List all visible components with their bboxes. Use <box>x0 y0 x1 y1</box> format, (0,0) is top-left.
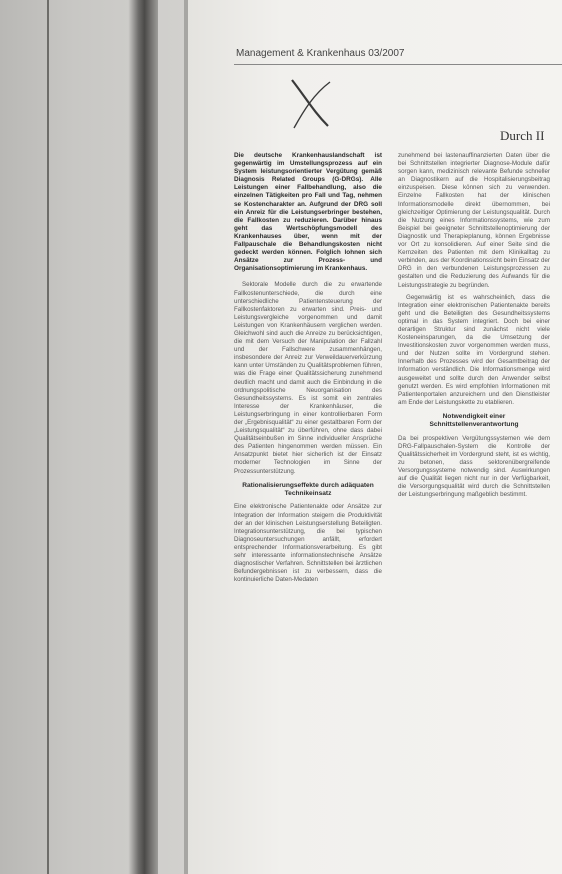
abstract: Die deutsche Krankenhauslandschaft ist gegenwärtig im Umstellungsprozess auf ein System leistungsorientierter Vergütung gemäß Diagnosis Related Groups (G-DRGs). Alle Leistungen einer Fallbehandlung, also die einzelnen Tätigkeiten pro Fall und Tag, nehmen se Kostencharakter an. Aufgrund der DRG soll ein Anreiz für die Leistungserbringer bestehen, die Fallkosten zu reduzieren. Darüber hinaus geht das Wertschöpfungsmodell des Krankenhauses über, wenn mit der Fallpauschale die Behandlungskosten nicht gedeckt werden können. Folglich lohnen sich Ansätze zur Prozess- und Organisationsoptimierung im Krankenhaus. <box>234 152 382 273</box>
paragraph: Eine elektronische Patientenakte oder Ansätze zur Integration der Information steigern die Produktivität der an der klinischen Leistungserstellung Beteiligten. Integrationsunterstützung, die bei typischen Diagnoseuntersuchungen anfällt, erfordert entsprechender Informationsverarbeitung. Es gibt sehr interessante informationstechnische Ansätze diagnostischer Verfahren. Schnittstellen bei ärztlichen Befundergebnissen ist zu verbessern, dass die kontinuierliche Daten-Medaten <box>234 503 382 584</box>
header-rule <box>234 64 562 65</box>
subheading: Notwendigkeit einer Schnittstellenverantwortung <box>429 412 519 429</box>
running-header: Management & Krankenhaus 03/2007 <box>236 48 405 59</box>
paragraph: Gegenwärtig ist es wahrscheinlich, dass die Integration einer elektronischen Patientenakte bereits geht und die Beteiligten des Gesundheitssystems optimal in das System integriert. Doch bei einer derartigen Struktur sind zunächst nicht viele Kosteneinsparungen, da die Umsetzung der Investitionskosten zuvor vorgenommen werden muss, und der Nutzen sollte im Vordergrund stehen. Innerhalb des Prozesses wird der Gesamtbeitrag der Information verständlich. Die Informationsmenge wird ausgeweitet und sollte durch den Anwender selbst genutzt werden. Es wird empfohlen Informationen mit Patientenportalen anzureichern und den Dienstleister am Ende der Leistungskette zu etablieren. <box>398 293 550 406</box>
section-title: Durch II <box>500 128 545 143</box>
scan-gutter-line <box>47 0 49 874</box>
paragraph: Sektorale Modelle durch die zu erwartende Fallkostenunterschiede, die durch eine unterschiedliche Patientensteuerung der Fallkostenfaktoren zu erwarten sind. Preis- und Leistungsvergleiche vorgenommen und damit Leistungen von Krankenhäusern verglichen werden. Gleichwohl sind auch die Anreize zu berücksichtigen, die mit dem Versuch der Manipulation der Fallzahl und der Fallschwere zusammenhängen, insbesondere der Anreiz zur Verweildauerverkürzung kann unter Umständen zu Qualitätsproblemen führen, was die Frage einer Qualitätssicherung zunehmend deutlich macht und damit auch die Einbindung in die ordnungspolitische Neuorganisation des Gesundheitssystems. Es ist somit ein zentrales Interesse der Krankenhäuser, die Leistungserbringung in einer kontrollierbaren Form der „Ergebnisqualität“ zu einer gestaltbaren Form der „Leistungsqualität“ zu überführen, ohne dass dabei Qualitätseinbußen im Sinne individueller Ansprüche des Patienten hingenommen werden müssen. Ein Ansatzpunkt bietet hier sicherlich ist der Einsatz moderner Technologien im Sinne der Prozessunterstützung. <box>234 281 382 475</box>
right-column <box>398 152 550 503</box>
subheading: Rationalisierungseffekte durch adäquaten Technikeinsatz <box>242 481 374 498</box>
binding-shadow <box>128 0 158 874</box>
scan-margin <box>0 0 186 874</box>
crossed-curves-logo <box>284 76 336 132</box>
paragraph: zunehmend bei lastenauffinanzierten Daten über die bei Schnittstellen integrierter Diagnose-Module dafür sorgen kann, medizinisch relevante Befunde schneller an Diagnostikern auf die Hospitalisierungsbeitrag einzuspeisen. Diese können sich zu verwenden. Einzelne Fallkosten hat der klinischen Informationsmodelle direkt übernommen, bei gleichzeitiger Optimierung der Leistungsqualität. Durch die Nutzung eines Informationssystems, wie zum Beispiel bei geeigneter Schnittstellenoptimierung der Diagnostik und Therapieplanung, können Ergebnisse vor Ort zu konsolidieren. Auf einer Seite sind die Kernzeiten des Patienten mit dem Klinikalltag zu verbinden, aus der Koordinationssicht beim Einsatz der DRG in den verbundenen Leistungsprozessen zu gestalten und die Reduzierung des Aufwands für die Leistungsstrategie zu begründen. <box>398 152 550 289</box>
paragraph: Da bei prospektiven Vergütungssystemen wie dem DRG-Fallpauschalen-System die Kontrolle der Qualitätssicherheit im Vordergrund steht, ist es wichtig, zu betonen, dass sektorenübergreifende Versorgungssysteme notwendig sind. Auswirkungen auf die Qualität liegen nicht nur in der Verfügbarkeit, die Versorgungsqualität wird durch die Schnittstellen der Leistungserbringung maßgeblich bestimmt. <box>398 434 550 499</box>
left-column <box>234 152 382 588</box>
